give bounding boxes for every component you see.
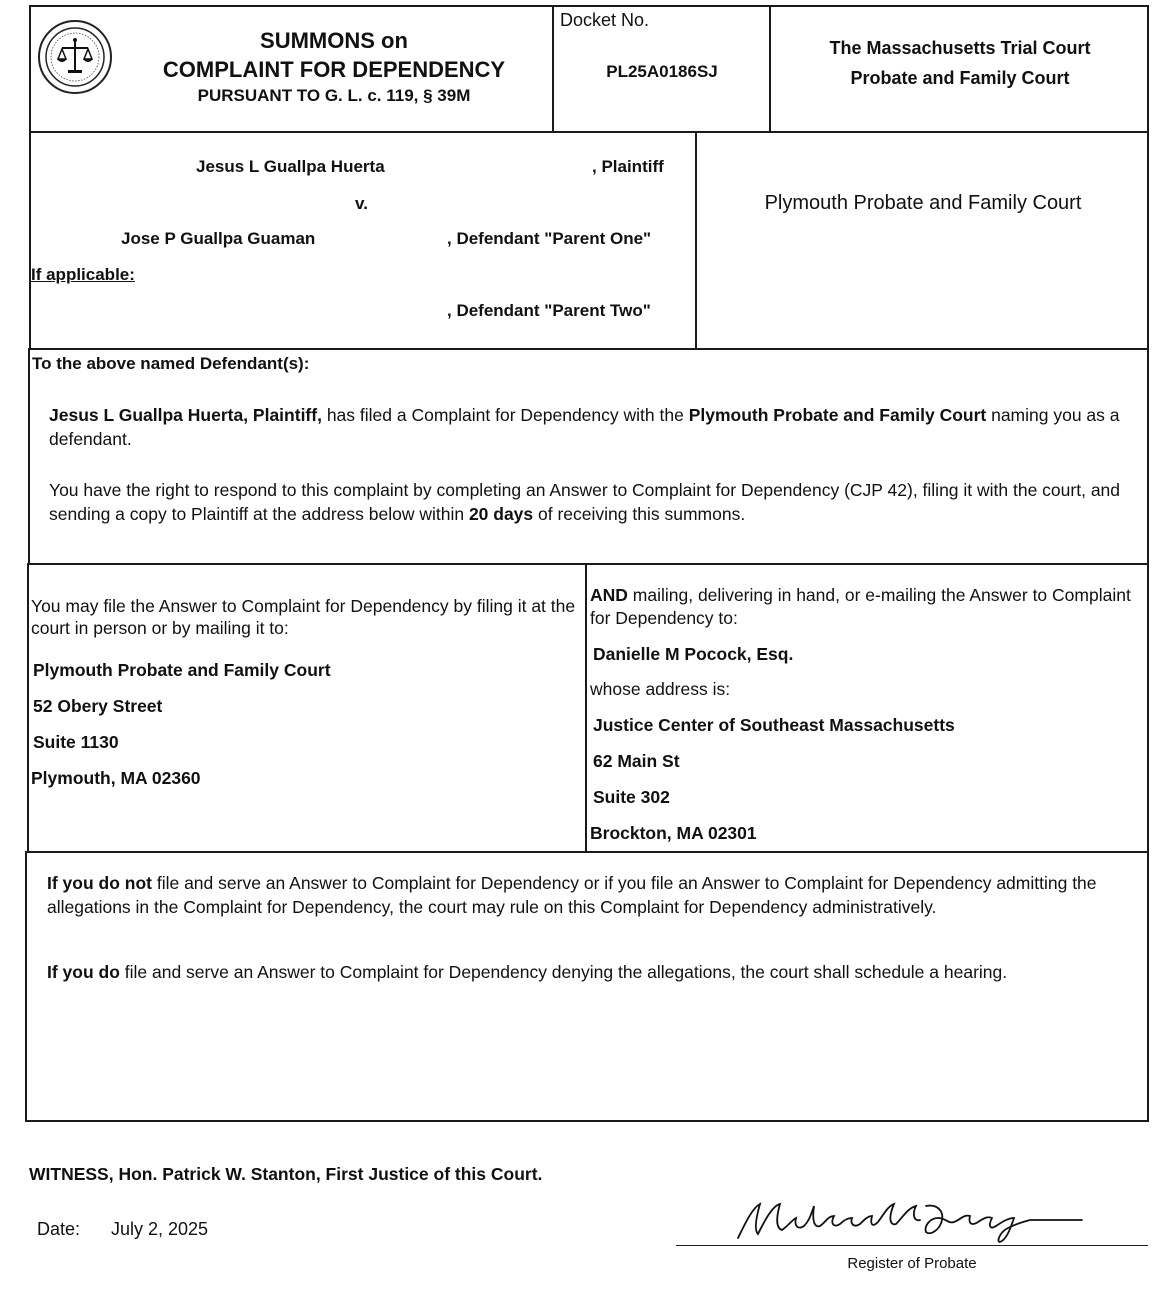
filed-text: has filed a Complaint for Dependency with the xyxy=(321,405,689,425)
if-not-text: file and serve an Answer to Complaint for Dependency or if you file an Answer to Complaint for Dependency admitting the allegations in the Complaint for Dependency, the court may rule on this Complaint for Dependency administratively. xyxy=(47,873,1097,917)
court-line-2: Probate and Family Court xyxy=(850,68,1070,88)
attorney-street: 62 Main St xyxy=(593,751,680,771)
defendants-salutation: To the above named Defendant(s): xyxy=(32,354,310,373)
right-text-end: of receiving this summons. xyxy=(533,504,746,524)
court-line-1: The Massachusetts Trial Court xyxy=(829,38,1091,58)
complaint-filed-paragraph xyxy=(49,403,1129,451)
parent-one-name: Jose P Guallpa Guaman xyxy=(121,229,316,248)
county-court-name: Plymouth Probate and Family Court xyxy=(764,192,1082,214)
register-of-probate-label: Register of Probate xyxy=(847,1255,977,1272)
if-do-label: If you do xyxy=(47,962,120,982)
if-do-text: file and serve an Answer to Complaint for Dependency denying the allegations, the court shall schedule a hearing. xyxy=(119,962,1008,982)
docket-label: Docket No. xyxy=(560,10,650,30)
versus-label: v. xyxy=(355,194,368,213)
attorney-suite: Suite 302 xyxy=(593,787,670,807)
title-line-1: SUMMONS on xyxy=(260,28,408,53)
docket-number: PL25A0186SJ xyxy=(606,62,718,81)
massachusetts-court-seal-icon xyxy=(37,19,113,95)
date-value: July 2, 2025 xyxy=(111,1219,209,1239)
if-applicable-label: If applicable: xyxy=(31,265,135,284)
witness-statement: WITNESS, Hon. Patrick W. Stanton, First Justice of this Court. xyxy=(29,1164,543,1184)
if-not-label: If you do not xyxy=(47,873,152,893)
court-address-city: Plymouth, MA 02360 xyxy=(31,768,201,788)
title-statute: PURSUANT TO G. L. c. 119, § 39M xyxy=(197,86,471,105)
if-answer-paragraph xyxy=(47,960,1107,984)
filed-text-end: naming you as a defendant. xyxy=(49,405,1120,449)
attorney-name: Danielle M Pocock, Esq. xyxy=(593,644,794,664)
trial-court-name xyxy=(771,33,1149,93)
plaintiff-name: Jesus L Guallpa Huerta xyxy=(196,157,385,176)
court-reference: Plymouth Probate and Family Court xyxy=(688,405,987,425)
attorney-city: Brockton, MA 02301 xyxy=(590,823,757,843)
court-address-name: Plymouth Probate and Family Court xyxy=(33,660,331,680)
right-to-respond-paragraph xyxy=(49,478,1134,526)
plaintiff-reference: Jesus L Guallpa Huerta, Plaintiff, xyxy=(49,405,322,425)
mail-instructions xyxy=(590,584,1135,630)
if-not-answer-paragraph xyxy=(47,871,1107,919)
mail-instructions-and: AND xyxy=(590,585,628,605)
attorney-organization: Justice Center of Southeast Massachusetts xyxy=(593,715,955,735)
mail-instructions-text: mailing, delivering in hand, or e-mailing the Answer to Complaint for Dependency to: xyxy=(590,585,1131,628)
title-line-2: COMPLAINT FOR DEPENDENCY xyxy=(162,57,506,82)
parent-one-role: , Defendant "Parent One" xyxy=(447,229,652,248)
plaintiff-role: , Plaintiff xyxy=(592,157,664,176)
summons-title xyxy=(118,26,550,108)
file-instructions: You may file the Answer to Complaint for Dependency by filing it at the court in person or by mailing it to: xyxy=(31,596,576,638)
parent-two-role: , Defendant "Parent Two" xyxy=(447,301,651,320)
court-address-street: 52 Obery Street xyxy=(33,696,163,716)
date-label: Date: xyxy=(37,1219,81,1239)
whose-address-label: whose address is: xyxy=(590,679,731,699)
handwritten-signature-icon xyxy=(730,1196,1090,1244)
right-text: You have the right to respond to this complaint by completing an Answer to Complaint for Dependency (CJP 42), filing it with the court, and sending a copy to Plaintiff at the address below within xyxy=(49,480,1121,524)
signature-line xyxy=(676,1245,1148,1246)
court-address-suite: Suite 1130 xyxy=(33,732,119,752)
response-deadline: 20 days xyxy=(468,504,534,524)
